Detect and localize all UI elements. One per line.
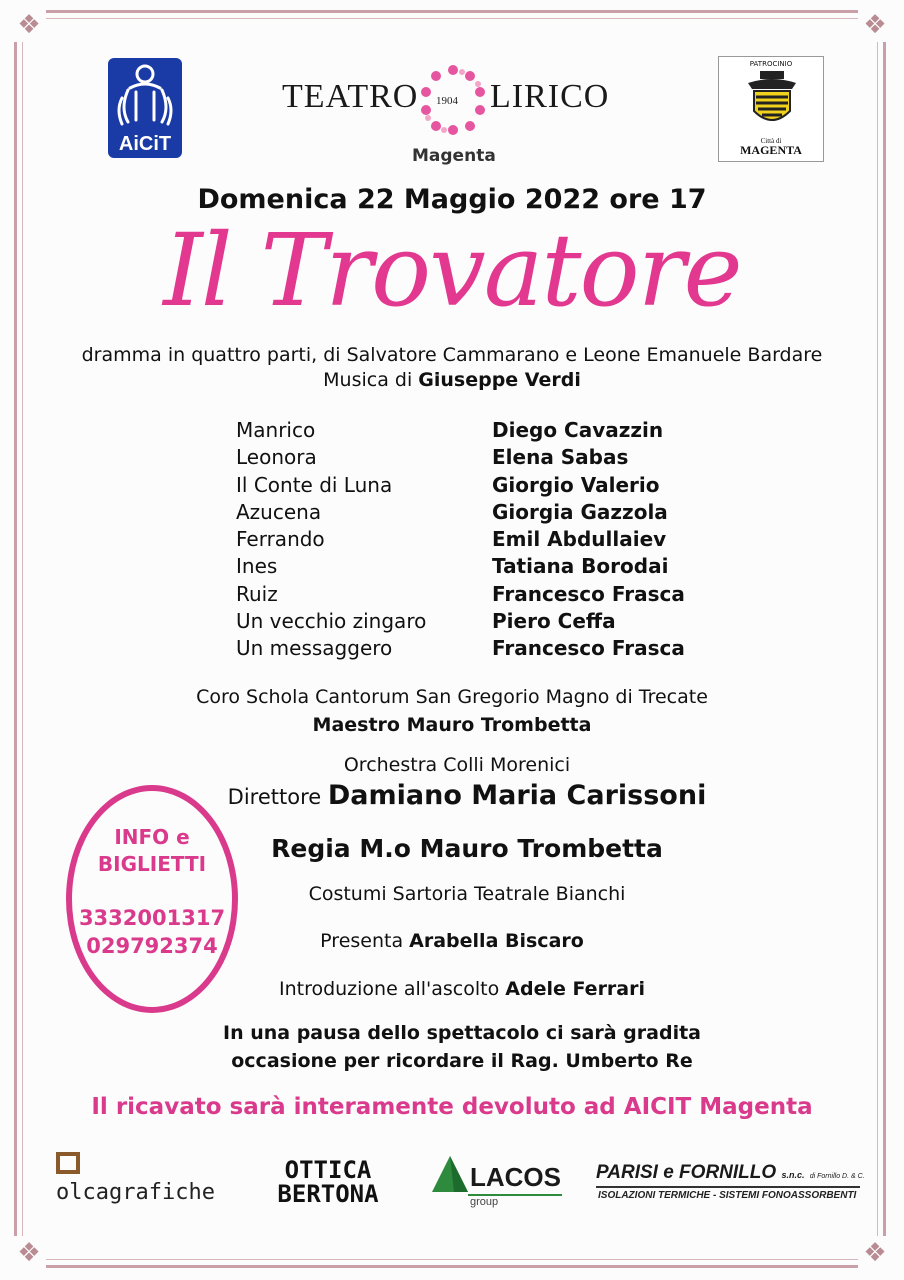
cast-role: Un vecchio zingaro: [236, 609, 427, 634]
cast-singer: Francesco Frasca: [492, 581, 685, 606]
lacos-sub: group: [470, 1196, 499, 1208]
people-icon: [108, 58, 182, 136]
orchestra-credit: Orchestra Colli Morenici: [343, 754, 571, 776]
choir-master: Maestro Mauro Trombetta: [312, 714, 592, 736]
cast-singer: Elena Sabas: [492, 445, 629, 470]
cast-row: [236, 554, 756, 581]
conductor-name: Damiano Maria Carissoni: [327, 780, 707, 811]
crest-small-text: Città di: [760, 137, 782, 145]
intro-name: Adele Ferrari: [505, 978, 646, 1000]
cast-row: [236, 473, 756, 500]
info-heading-2: BIGLIETTI: [97, 852, 207, 876]
event-date: Domenica 22 Maggio 2022 ore 17: [197, 184, 707, 215]
cast-role: Ruiz: [236, 581, 278, 606]
alcagrafiche-square-icon: [56, 1152, 80, 1174]
music-prefix: Musica di: [323, 369, 419, 391]
parisi-tagline: ISOLAZIONI TERMICHE - SISTEMI FONOASSORBENTI: [598, 1190, 857, 1201]
sponsor-alcagrafiche: olcagrafiche: [56, 1180, 215, 1205]
aicit-logo: [108, 58, 182, 158]
cast-singer: Giorgia Gazzola: [492, 499, 668, 524]
parisi-rule: [596, 1186, 860, 1188]
lacos-triangle-icon: [430, 1152, 470, 1196]
cast-singer: Giorgio Valerio: [492, 472, 660, 497]
costumes-credit: Costumi Sartoria Teatrale Bianchi: [308, 883, 626, 905]
coat-of-arms-icon: [742, 69, 802, 131]
theatre-logo-word-lirico: LIRICO: [490, 78, 610, 115]
intro-prefix: Introduzione all'ascolto: [278, 978, 506, 1000]
presenter-prefix: Presenta: [320, 930, 410, 952]
corner-ornament-icon: ❖: [12, 8, 46, 42]
cast-role: Ferrando: [236, 527, 325, 552]
crest-city: MAGENTA: [740, 143, 802, 157]
patronage-crest: [718, 56, 824, 162]
cast-singer: Francesco Frasca: [492, 636, 685, 661]
cast-row: [236, 527, 756, 554]
info-tickets-badge: [66, 785, 238, 1013]
choir-credit: Coro Schola Cantorum San Gregorio Magno di Trecate: [196, 686, 708, 708]
sponsor-lacos: LACOS: [470, 1162, 561, 1192]
info-phone-1: 3332001317: [78, 906, 226, 930]
cast-singer: Emil Abdullaiev: [492, 527, 667, 552]
cast-role: Ines: [236, 554, 278, 579]
ottica-line-1: OTTICA: [284, 1156, 372, 1184]
info-heading-1: INFO e: [114, 825, 190, 849]
cast-row: [236, 636, 756, 663]
composer: Giuseppe Verdi: [418, 369, 581, 391]
parisi-name: PARISI e FORNILLO: [596, 1162, 777, 1183]
info-phone-2: 029792374: [86, 934, 218, 958]
crest-heading: PATROCINIO: [749, 60, 793, 68]
ottica-line-2: BERTONA: [277, 1180, 379, 1208]
cast-role: Il Conte di Luna: [236, 472, 393, 497]
theatre-logo-word-teatro: TEATRO: [282, 78, 419, 115]
cast-row: [236, 445, 756, 472]
theatre-year: 1904: [436, 95, 458, 107]
theatre-city: Magenta: [412, 146, 496, 166]
cast-list: [236, 418, 756, 664]
corner-ornament-icon: ❖: [858, 1236, 892, 1270]
parisi-small: di Fornillo D. & C.: [809, 1173, 865, 1180]
cast-row: [236, 609, 756, 636]
proceeds-notice: Il ricavato sarà interamente devoluto ad AICIT Magenta: [91, 1094, 813, 1120]
event-title: Il Trovatore: [163, 212, 741, 329]
cast-role: Manrico: [236, 418, 316, 442]
sponsor-ottica-bertona: [258, 1158, 398, 1206]
direction-credit: Regia M.o Mauro Trombetta: [271, 834, 663, 863]
cast-singer: Diego Cavazzin: [492, 418, 664, 442]
cast-role: Azucena: [236, 499, 322, 524]
cast-row: [236, 418, 756, 445]
event-subtitle: dramma in quattro parti, di Salvatore Cammarano e Leone Emanuele Bardare: [81, 344, 823, 366]
cast-role: Un messaggero: [236, 636, 393, 661]
corner-ornament-icon: ❖: [858, 8, 892, 42]
sponsor-parisi-fornillo: [596, 1162, 865, 1184]
parisi-snc: s.n.c.: [781, 1170, 805, 1180]
cast-row: [236, 582, 756, 609]
memorial-line-1: In una pausa dello spettacolo ci sarà gradita: [223, 1022, 701, 1044]
cast-singer: Tatiana Borodai: [492, 554, 669, 579]
cast-singer: Piero Ceffa: [492, 609, 616, 634]
aicit-logo-text: AiCiT: [118, 133, 172, 155]
music-credit: [0, 369, 904, 391]
cast-role: Leonora: [236, 445, 317, 470]
presenter-name: Arabella Biscaro: [409, 930, 584, 952]
memorial-line-2: occasione per ricordare il Rag. Umberto Re: [231, 1050, 693, 1072]
conductor-prefix: Direttore: [227, 785, 328, 809]
cast-row: [236, 500, 756, 527]
corner-ornament-icon: ❖: [12, 1236, 46, 1270]
